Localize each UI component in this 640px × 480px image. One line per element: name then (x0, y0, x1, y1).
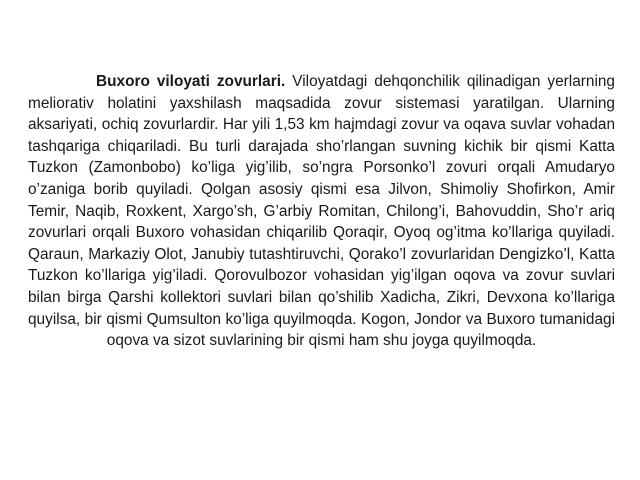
paragraph-heading: Buxoro viloyati zovurlari. (96, 73, 286, 90)
paragraph-body: Viloyatdagi dehqonchilik qilinadigan yerlarning meliorativ holatini yaxshilash maqsadida zovur sistemasi yaratilgan. Ularning aksariyati, ochiq zovurlardir. Har yili 1,53 km hajmdagi zovur va oqava suvlar vohadan tashqariga chiqariladi. Bu turli darajada sho’rlangan suvning kichik bir qismi Katta Tuzkon (Zamonbobo) ko’liga yig’ilib, so’ngra Porsonko’l zovuri orqali Amudaryo o’zaniga borib quyiladi. Qolgan asosiy qismi esa Jilvon, Shimoliy Shofirkon, Amir Temir, Naqib, Roxkent, Xargo’sh, G’arbiy Romitan, Chilong’i, Bahovuddin, Sho’r ariq zovurlari orqali Buxoro vohasidan chiqarilib Qoraqir, Oyoq og’itma ko’llariga quyiladi. Qaraun, Markaziy Olot, Janubiy tutashtiruvchi, Qorako’l zovurlaridan Dengizko’l, Katta Tuzkon ko’llariga yig’iladi. Qorovulbozor vohasidan yig’ilgan oqova va zovur suvlari bilan birga Qarshi kollektori suvlari bilan qo’shilib Xadicha, Zikri, Devxona ko’llariga quyilsa, bir qismi Qumsulton ko’liga quyilmoqda. Kogon, Jondor va Buxoro tumanidagi oqova va sizot suvlarining bir qismi ham shu joyga quyilmoqda. (28, 73, 615, 350)
body-paragraph (28, 71, 615, 352)
